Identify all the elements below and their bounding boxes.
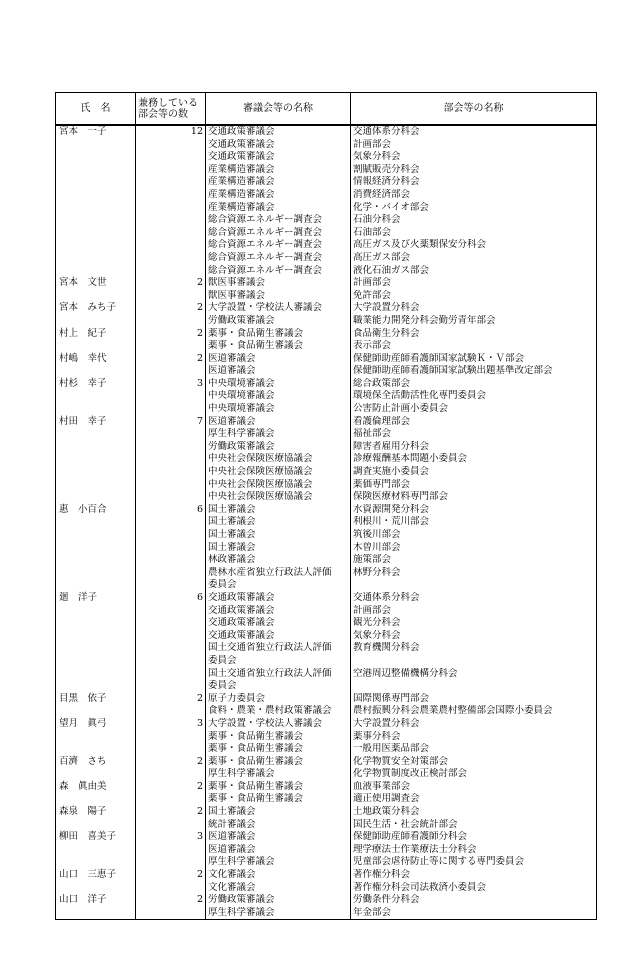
dept-name: 土地政策分科会: [353, 806, 420, 818]
council-cell: [206, 125, 351, 277]
member-name: 惠 小百合: [56, 504, 136, 592]
council-name: 交通政策審議会: [208, 604, 275, 616]
dept-cell: [351, 592, 597, 693]
council-cell: [206, 869, 351, 894]
council-cell: [206, 277, 351, 302]
council-cell: [206, 592, 351, 693]
dept-name: 計画部会: [353, 604, 392, 616]
table-row: [56, 378, 597, 416]
dept-name: 国民生活・社会統計部会: [353, 818, 458, 830]
dept-name: 観光分科会: [353, 617, 401, 629]
member-name: 百濟 さち: [56, 756, 136, 781]
member-count: 3: [136, 831, 206, 869]
council-name: 農林水産省独立行政法人評価: [208, 566, 332, 578]
dept-name: 計画部会: [353, 277, 392, 289]
dept-name: 保険医療材料専門部会: [353, 491, 449, 503]
dept-name: [353, 579, 596, 592]
council-name: 総合資源エネルギー調査会: [208, 239, 323, 251]
member-count: 2: [136, 806, 206, 831]
council-name: 中央社会保険医療協議会: [208, 453, 313, 465]
dept-name: 石油分科会: [353, 214, 401, 226]
table-row: [56, 693, 597, 718]
dept-name: 著作権分科会司法救済小委員会: [353, 881, 487, 893]
member-count: 12: [136, 125, 206, 277]
dept-name: 公害防止計画小委員会: [353, 403, 449, 415]
council-name: 大学設置・学校法人審議会: [208, 302, 323, 314]
dept-name: 教育機関分科会: [353, 642, 420, 654]
member-count: 7: [136, 416, 206, 504]
dept-name: 保健師助産師看護師分科会: [353, 831, 468, 843]
dept-name: 石油部会: [353, 226, 392, 238]
member-name: 村上 紀子: [56, 328, 136, 353]
dept-name: 表示部会: [353, 340, 392, 352]
member-count: 2: [136, 328, 206, 353]
dept-name: 気象分科会: [353, 629, 401, 641]
council-name: 医道審議会: [208, 831, 256, 843]
council-name: 労働政策審議会: [208, 440, 275, 452]
council-cell: [206, 693, 351, 718]
dept-cell: [351, 302, 597, 327]
council-name: 中央環境審議会: [208, 403, 275, 415]
dept-cell: [351, 781, 597, 806]
dept-cell: [351, 894, 597, 920]
council-name: 林政審議会: [208, 554, 256, 566]
council-cell: [206, 894, 351, 920]
council-cell: [206, 756, 351, 781]
council-name: 薬事・食品衛生審議会: [208, 340, 304, 352]
dept-name: 空港周辺整備機構分科会: [353, 667, 458, 679]
council-name: 国土審議会: [208, 516, 256, 528]
council-cell: [206, 781, 351, 806]
dept-name: 大学設置分科会: [353, 302, 420, 314]
council-name: 文化審議会: [208, 881, 256, 893]
dept-name: 看護倫理部会: [353, 415, 411, 427]
member-name: 山口 三恵子: [56, 869, 136, 894]
council-name: 交通政策審議会: [208, 138, 275, 150]
council-name: 薬事・食品衛生審議会: [208, 793, 304, 805]
table-row: [56, 781, 597, 806]
dept-name: 化学物質安全対策部会: [353, 755, 449, 767]
member-name: 目黒 依子: [56, 693, 136, 718]
header-dept: 部会等の名称: [351, 93, 597, 126]
council-cell: [206, 806, 351, 831]
dept-cell: [351, 718, 597, 756]
council-name: 薬事・食品衛生審議会: [208, 327, 304, 339]
member-name: 村杉 幸子: [56, 378, 136, 416]
council-name: 薬事・食品衛生審議会: [208, 755, 304, 767]
table-row: [56, 831, 597, 869]
dept-name: 一般用医薬品部会: [353, 743, 430, 755]
council-name: 総合資源エネルギー調査会: [208, 226, 323, 238]
header-name: 氏 名: [56, 93, 136, 126]
council-cell: [206, 378, 351, 416]
dept-name: 児童部会虐待防止等に関する専門委員会: [353, 856, 525, 868]
council-name: 統計審議会: [208, 818, 256, 830]
dept-name: 障害者雇用分科会: [353, 440, 430, 452]
council-name: 労働政策審議会: [208, 314, 275, 326]
dept-name: 高圧ガス及び火薬類保安分科会: [353, 239, 487, 251]
member-name: 望月 眞弓: [56, 718, 136, 756]
council-name: 委員会: [208, 680, 237, 692]
dept-name: 血液事業部会: [353, 780, 411, 792]
dept-name: 施策部会: [353, 554, 392, 566]
member-count: 2: [136, 353, 206, 378]
member-name: 廻 洋子: [56, 592, 136, 693]
dept-name: 農村振興分科会農業農村整備部会国際小委員会: [353, 705, 553, 717]
council-name: 獣医事審議会: [208, 277, 266, 289]
table-header-row: [56, 93, 597, 126]
council-name: 委員会: [208, 579, 237, 591]
council-name: 国土審議会: [208, 503, 256, 515]
dept-cell: [351, 125, 597, 277]
council-name: 国土審議会: [208, 806, 256, 818]
council-name: 総合資源エネルギー調査会: [208, 214, 323, 226]
council-name: 中央社会保険医療協議会: [208, 478, 313, 490]
membership-table: [55, 92, 597, 920]
council-name: 交通政策審議会: [208, 629, 275, 641]
dept-name: 著作権分科会: [353, 869, 411, 881]
dept-name: 割賦販売分科会: [353, 163, 420, 175]
council-name: 交通政策審議会: [208, 617, 275, 629]
member-count: 2: [136, 302, 206, 327]
header-count: 兼務している部会等の数: [136, 93, 206, 126]
dept-name: 福祉部会: [353, 428, 392, 440]
council-name: 交通政策審議会: [208, 591, 275, 603]
table-row: [56, 869, 597, 894]
council-cell: [206, 416, 351, 504]
council-name: 医道審議会: [208, 365, 256, 377]
table-row: [56, 416, 597, 504]
dept-cell: [351, 504, 597, 592]
dept-name: 診療報酬基本問題小委員会: [353, 453, 468, 465]
table-row: [56, 125, 597, 277]
table-body: [56, 125, 597, 920]
header-council: 審議会等の名称: [206, 93, 351, 126]
dept-name: 利根川・荒川部会: [353, 516, 430, 528]
member-count: 2: [136, 869, 206, 894]
council-name: 国土審議会: [208, 529, 256, 540]
member-count: 2: [136, 894, 206, 920]
dept-name: 化学物質制度改正検討部会: [353, 768, 468, 780]
dept-name: 林野分科会: [353, 566, 401, 578]
table-row: [56, 504, 597, 592]
council-name: 医道審議会: [208, 352, 256, 364]
dept-name: 気象分科会: [353, 151, 401, 163]
dept-cell: [351, 756, 597, 781]
council-name: 薬事・食品衛生審議会: [208, 780, 304, 792]
dept-name: 交通体系分科会: [353, 591, 420, 603]
dept-name: 免許部会: [353, 289, 392, 301]
council-name: 文化審議会: [208, 869, 256, 881]
dept-name: 薬事分科会: [353, 730, 401, 742]
council-name: 原子力委員会: [208, 692, 266, 704]
council-name: 交通政策審議会: [208, 151, 275, 163]
dept-name: 薬価専門部会: [353, 478, 411, 490]
council-name: 薬事・食品衛生審議会: [208, 743, 304, 755]
table-row: [56, 277, 597, 302]
council-name: 国土審議会: [208, 541, 256, 553]
council-name: 医道審議会: [208, 415, 256, 427]
dept-name: 保健師助産師看護師国家試験出題基準改定部会: [353, 365, 553, 377]
dept-name: 環境保全活動活性化専門委員会: [353, 390, 487, 402]
dept-name: 総合政策部会: [353, 377, 411, 389]
council-cell: [206, 718, 351, 756]
dept-name: 国際関係専門部会: [353, 692, 430, 704]
council-name: 中央社会保険医療協議会: [208, 491, 313, 503]
council-name: 獣医事審議会: [208, 289, 266, 301]
table-row: [56, 894, 597, 920]
council-cell: [206, 504, 351, 592]
council-name: 労働政策審議会: [208, 894, 275, 906]
council-name: 厚生科学審議会: [208, 856, 275, 868]
member-count: 2: [136, 277, 206, 302]
member-name: 柳田 喜美子: [56, 831, 136, 869]
dept-name: 職業能力開発分科会勤労青年部会: [353, 314, 496, 326]
dept-name: 高圧ガス部会: [353, 251, 411, 263]
member-name: 村田 幸子: [56, 416, 136, 504]
council-name: 産業構造審議会: [208, 163, 275, 175]
dept-name: 化学・バイオ部会: [353, 201, 429, 213]
dept-name: 情報経済分科会: [353, 176, 420, 188]
dept-name: 木曽川部会: [353, 541, 401, 553]
dept-name: 年金部会: [353, 906, 392, 918]
dept-cell: [351, 806, 597, 831]
dept-cell: [351, 353, 597, 378]
council-name: 食料・農業・農村政策審議会: [208, 705, 332, 717]
council-cell: [206, 328, 351, 353]
council-name: 厚生科学審議会: [208, 768, 275, 780]
council-cell: [206, 831, 351, 869]
member-count: 2: [136, 693, 206, 718]
dept-cell: [351, 693, 597, 718]
council-name: 国土交通省独立行政法人評価: [208, 642, 332, 654]
dept-name: 食品衛生分科会: [353, 327, 420, 339]
dept-cell: [351, 328, 597, 353]
council-name: 中央環境審議会: [208, 390, 275, 402]
dept-name: 液化石油ガス部会: [353, 264, 430, 276]
dept-name: 保健師助産師看護師国家試験Ｋ・Ｖ部会: [353, 352, 525, 364]
member-name: 村嶋 幸代: [56, 353, 136, 378]
member-name: 宮本 みち子: [56, 302, 136, 327]
dept-cell: [351, 869, 597, 894]
member-count: 3: [136, 718, 206, 756]
dept-name: 適正使用調査会: [353, 793, 420, 805]
dept-name: 労働条件分科会: [353, 894, 420, 906]
council-name: 産業構造審議会: [208, 201, 275, 213]
council-name: 産業構造審議会: [208, 188, 275, 200]
member-count: 6: [136, 592, 206, 693]
member-count: 3: [136, 378, 206, 416]
member-name: 山口 洋子: [56, 894, 136, 920]
council-name: 国土交通省独立行政法人評価: [208, 667, 332, 679]
member-name: 森 眞由美: [56, 781, 136, 806]
dept-cell: [351, 277, 597, 302]
council-name: 産業構造審議会: [208, 176, 275, 188]
dept-cell: [351, 416, 597, 504]
table-row: [56, 353, 597, 378]
dept-name: 大学設置分科会: [353, 717, 420, 729]
member-count: 2: [136, 756, 206, 781]
council-name: 厚生科学審議会: [208, 906, 275, 918]
council-name: 委員会: [208, 654, 237, 666]
council-cell: [206, 353, 351, 378]
member-name: 森泉 陽子: [56, 806, 136, 831]
dept-cell: [351, 378, 597, 416]
dept-name: 計画部会: [353, 138, 392, 150]
table-row: [56, 302, 597, 327]
council-cell: [206, 302, 351, 327]
table-row: [56, 718, 597, 756]
council-name: 総合資源エネルギー調査会: [208, 264, 323, 276]
dept-name: 筑後川部会: [353, 529, 401, 540]
dept-name: 理学療法士作業療法士分科会: [353, 843, 477, 855]
dept-name: 交通体系分科会: [353, 126, 420, 137]
dept-name: 調査実施小委員会: [353, 466, 430, 478]
member-count: 6: [136, 504, 206, 592]
member-count: 2: [136, 781, 206, 806]
council-name: 薬事・食品衛生審議会: [208, 730, 304, 742]
member-name: 宮本 文世: [56, 277, 136, 302]
table-row: [56, 328, 597, 353]
council-name: 中央環境審議会: [208, 377, 275, 389]
dept-cell: [351, 831, 597, 869]
table-row: [56, 592, 597, 693]
council-name: 大学設置・学校法人審議会: [208, 717, 323, 729]
table-row: [56, 756, 597, 781]
dept-name: [353, 680, 596, 693]
dept-name: 水資源開発分科会: [353, 503, 430, 515]
dept-name: [353, 655, 596, 668]
council-name: 厚生科学審議会: [208, 428, 275, 440]
table-row: [56, 806, 597, 831]
council-name: 総合資源エネルギー調査会: [208, 251, 323, 263]
council-name: 交通政策審議会: [208, 126, 275, 137]
council-name: 医道審議会: [208, 843, 256, 855]
dept-name: 消費経済部会: [353, 188, 411, 200]
member-name: 宮本 一子: [56, 125, 136, 277]
council-name: 中央社会保険医療協議会: [208, 466, 313, 478]
